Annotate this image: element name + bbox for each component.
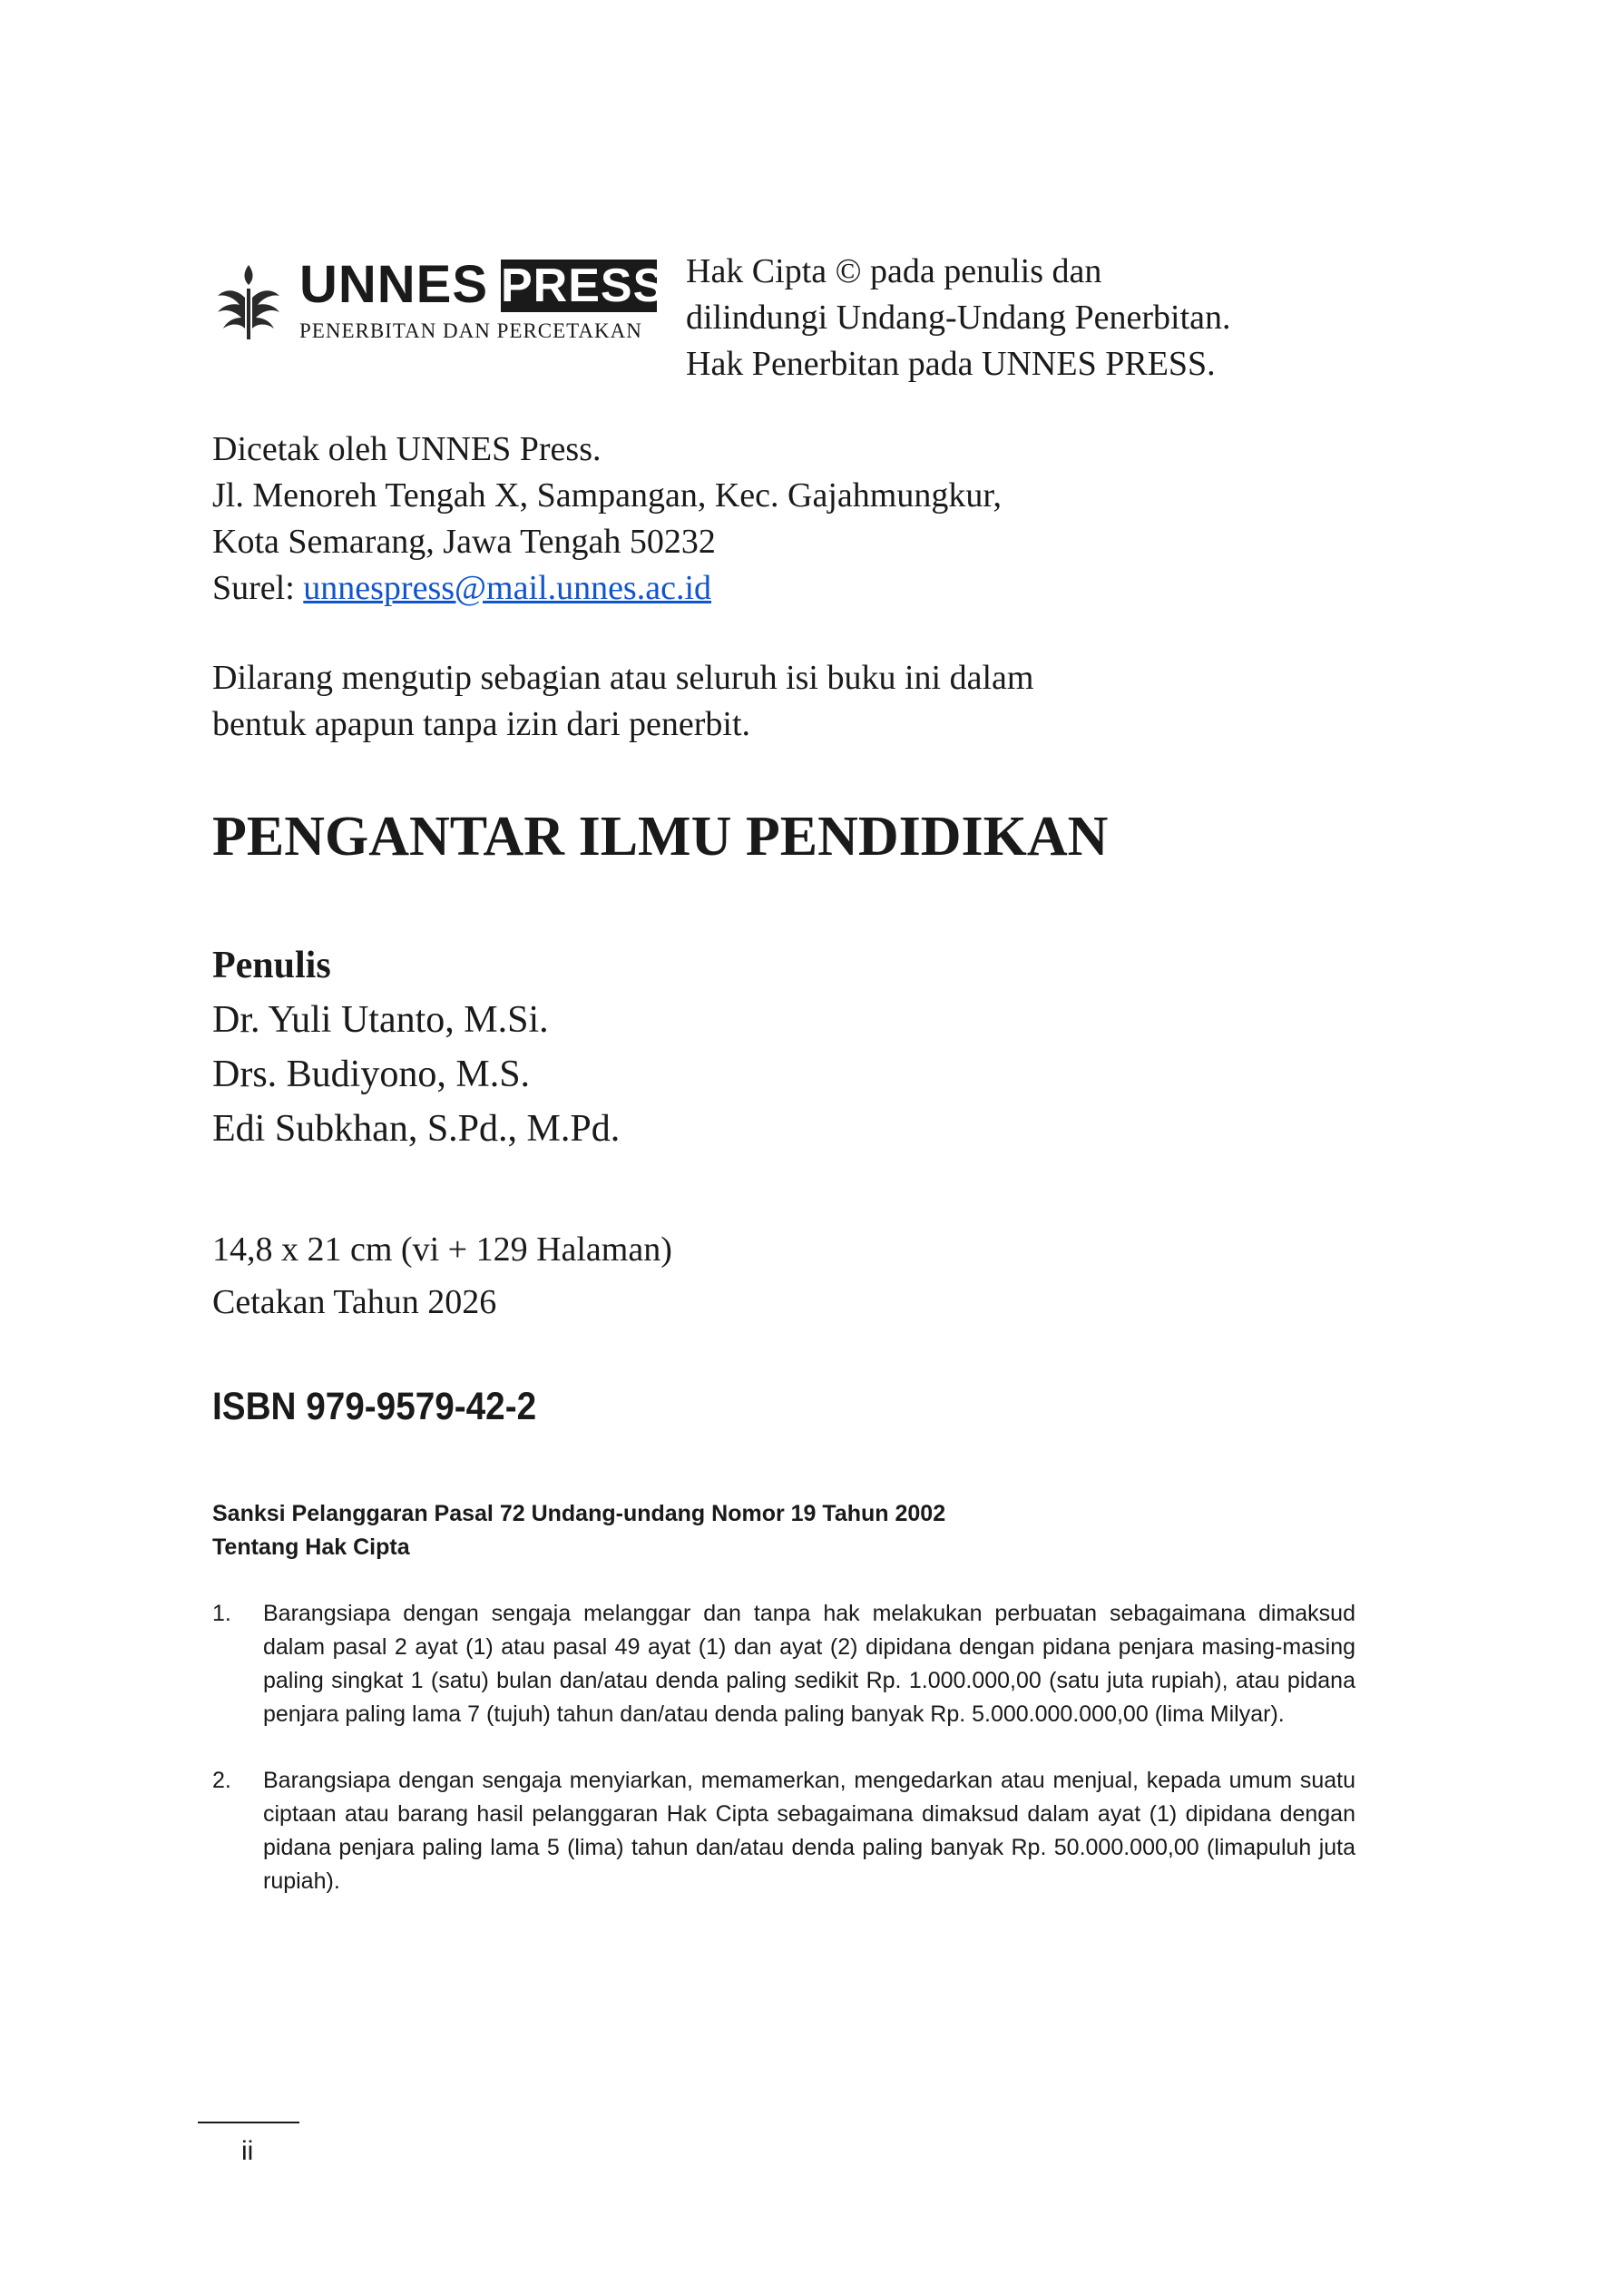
author-name: Edi Subkhan, S.Pd., M.Pd.: [212, 1108, 621, 1150]
print-year: Cetakan Tahun 2026: [212, 1283, 497, 1321]
copyright-notice: [686, 249, 1412, 387]
sanctions-title: [212, 1497, 1355, 1564]
sanctions-item-text: Barangsiapa dengan sengaja melanggar dan tanpa hak melakukan perbuatan sebagaimana dimaksud dalam pasal 2 ayat (1) atau pasal 49 ayat (1) dan ayat (2) dipidana dengan pidana penjara masing-masing paling singkat 1 (satu) bulan dan/atau denda paling sedikit Rp. 1.000.000,00 (satu juta rupiah), atau pidana penjara paling lama 7 (tujuh) tahun dan/atau denda paling banyak Rp. 5.000.000.000,00 (lima Milyar).: [263, 1601, 1355, 1727]
authors-block: [212, 938, 620, 1156]
sanctions-title-line: Sanksi Pelanggaran Pasal 72 Undang-undang Nomor 19 Tahun 2002: [212, 1501, 946, 1526]
sanctions-item-number: 2.: [212, 1768, 231, 1793]
author-name: Drs. Budiyono, M.S.: [212, 1054, 531, 1095]
printer-city: Kota Semarang, Jawa Tengah 50232: [212, 523, 716, 561]
copyright-line: Hak Penerbitan pada UNNES PRESS.: [686, 345, 1216, 383]
sanctions-title-line: Tentang Hak Cipta: [212, 1534, 410, 1560]
logo-unnes-text: UNNES: [299, 255, 489, 314]
page-number: ii: [241, 2136, 254, 2166]
warning-line: bentuk apapun tanpa izin dari penerbit.: [212, 705, 751, 743]
unnes-emblem-icon: [212, 261, 285, 343]
sanctions-item: [212, 1597, 1355, 1731]
footer-rule: [198, 2122, 299, 2123]
printer-email-row: [212, 565, 1482, 612]
printer-info: [212, 426, 1482, 612]
warning-line: Dilarang mengutip sebagian atau seluruh isi buku ini dalam: [212, 659, 1034, 697]
printer-line: Dicetak oleh UNNES Press.: [212, 430, 602, 468]
sanctions-item-number: 1.: [212, 1601, 231, 1626]
logo-wordmark: [299, 255, 666, 356]
sanctions-section: [212, 1497, 1355, 1931]
unnes-press-logo: [212, 255, 666, 356]
copyright-line: dilindungi Undang-Undang Penerbitan.: [686, 299, 1231, 337]
email-label: Surel:: [212, 569, 304, 607]
sanctions-item: [212, 1764, 1355, 1898]
sanctions-item-text: Barangsiapa dengan sengaja menyiarkan, memamerkan, mengedarkan atau menjual, kepada umum suatu ciptaan atau barang hasil pelanggaran Hak Cipta sebagaimana dimaksud dalam ayat (1) dipidana dengan pidana penjara paling lama 5 (lima) tahun dan/atau denda paling banyak Rp. 50.000.000,00 (limapuluh juta rupiah).: [263, 1768, 1355, 1894]
printer-address: Jl. Menoreh Tengah X, Sampangan, Kec. Gajahmungkur,: [212, 476, 1002, 515]
authors-heading: Penulis: [212, 945, 331, 986]
author-name: Dr. Yuli Utanto, M.Si.: [212, 999, 549, 1041]
logo-press-box: PRESS: [501, 260, 666, 312]
reproduction-warning: [212, 655, 1482, 748]
copyright-line: Hak Cipta © pada penulis dan: [686, 252, 1102, 290]
email-link[interactable]: unnespress@mail.unnes.ac.id: [303, 569, 712, 607]
logo-subtitle: PENERBITAN DAN PERCETAKAN: [299, 319, 642, 342]
book-format: [212, 1223, 672, 1328]
book-title: PENGANTAR ILMU PENDIDIKAN: [212, 806, 1109, 868]
book-size: 14,8 x 21 cm (vi + 129 Halaman): [212, 1230, 672, 1269]
sanctions-list: [212, 1597, 1355, 1898]
isbn: ISBN 979-9579-42-2: [212, 1385, 537, 1428]
